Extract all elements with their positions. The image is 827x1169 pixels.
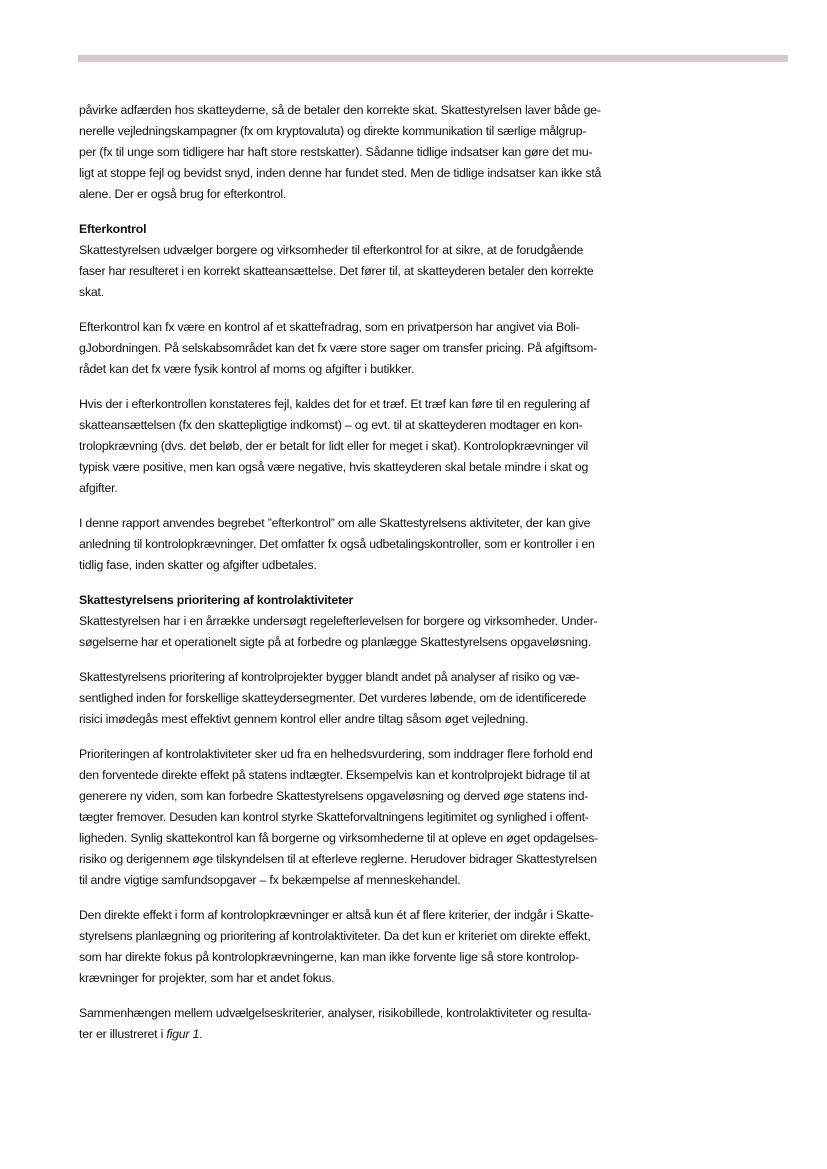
text-line: Skattestyrelsen udvælger borgere og virksomheder til efterkontrol for at sikre, at de forudgående: [79, 243, 584, 257]
text-line: tægter fremover. Desuden kan kontrol styrke Skatteforvaltningens legitimitet og synlighed i offent-: [79, 810, 589, 824]
text-line: søgelserne har et operationelt sigte på at forbedre og planlægge Skattestyrelsens opgaveløsning.: [79, 635, 591, 649]
text-line: Hvis der i efterkontrollen konstateres fejl, kaldes det for et træf. Et træf kan føre til en regulering af: [79, 397, 590, 411]
text-line: risiko og derigennem øge tilskyndelsen til at efterleve reglerne. Herudover bidrager Skattestyrelsen: [79, 852, 597, 866]
text-line: anledning til kontrolopkrævninger. Det omfatter fx også udbetalingskontroller, som er kontroller i en: [79, 537, 595, 551]
text-line: skat.: [79, 285, 104, 299]
text-line: krævninger for projekter, som har et andet fokus.: [79, 971, 335, 985]
text-line: faser har resulteret i en korrekt skatteansættelse. Det fører til, at skatteyderen betaler den korrekte: [79, 264, 594, 278]
paragraph: [79, 317, 614, 380]
section-heading: Efterkontrol: [79, 222, 147, 236]
text-line: trolopkrævning (dvs. det beløb, der er betalt for lidt eller for meget i skat). Kontrolopkrævninger vil: [79, 439, 589, 453]
closing-paragraph: [79, 1003, 614, 1045]
text-line: afgifter.: [79, 481, 118, 495]
text-line: [79, 1024, 614, 1045]
prioritering-section: [79, 590, 614, 653]
paragraph: [79, 513, 614, 576]
figure-reference: figur 1: [166, 1027, 200, 1041]
paragraph: [79, 394, 614, 499]
text-line: typisk være positive, men kan også være negative, hvis skatteyderen skal betale mindre i skat og: [79, 460, 589, 474]
text-line: den forventede direkte effekt på statens indtægter. Eksempelvis kan et kontrolprojekt bidrage til at: [79, 768, 590, 782]
text-line: risici imødegås mest effektivt gennem kontrol eller andre tiltag såsom øget vejledning.: [79, 712, 529, 726]
text-line: per (fx til unge som tidligere har haft store restskatter). Sådanne tidlige indsatser kan gøre det mu-: [79, 145, 593, 159]
text-line: Den direkte effekt i form af kontrolopkrævninger er altså kun ét af flere kriterier, der indgår i Skatte-: [79, 908, 594, 922]
intro-paragraph: [79, 100, 614, 205]
text-line: alene. Der er også brug for efterkontrol.: [79, 187, 287, 201]
text-line: gJobordningen. På selskabsområdet kan det fx være store sager om transfer pricing. På afgiftsom-: [79, 341, 598, 355]
text-fragment: .: [199, 1027, 203, 1041]
text-line: I denne rapport anvendes begrebet ”efterkontrol” om alle Skattestyrelsens aktiviteter, der kan give: [79, 516, 591, 530]
document-body: [79, 100, 614, 1059]
text-line: Skattestyrelsens prioritering af kontrolprojekter bygger blandt andet på analyser af risiko og væ-: [79, 670, 580, 684]
text-line: generere ny viden, som kan forbedre Skattestyrelsens opgaveløsning og derved øge statens ind-: [79, 789, 589, 803]
text-line: skatteansættelsen (fx den skattepligtige indkomst) – og evt. til at skatteyderen modtager en kon-: [79, 418, 583, 432]
efterkontrol-section: [79, 219, 614, 303]
paragraph: [79, 667, 614, 730]
text-line: Skattestyrelsen har i en årrække undersøgt regelefterlevelsen for borgere og virksomheder. Under-: [79, 614, 598, 628]
top-divider: [78, 55, 788, 62]
section-heading: Skattestyrelsens prioritering af kontrolaktiviteter: [79, 593, 354, 607]
text-line: sentlighed inden for forskellige skatteydersegmenter. Det vurderes løbende, om de identificerede: [79, 691, 587, 705]
text-line: ligt at stoppe fejl og bevidst snyd, inden denne har fundet sted. Men de tidlige indsatser kan ikke stå: [79, 166, 602, 180]
text-line: til andre vigtige samfundsopgaver – fx bekæmpelse af menneskehandel.: [79, 873, 461, 887]
text-line: tidlig fase, inden skatter og afgifter udbetales.: [79, 558, 317, 572]
text-fragment: ter er illustreret i: [79, 1027, 167, 1041]
text-line: Prioriteringen af kontrolaktiviteter sker ud fra en helhedsvurdering, som inddrager flere forhold end: [79, 747, 593, 761]
text-line: ligheden. Synlig skattekontrol kan få borgerne og virksomhederne til at opleve en øget opdagelses-: [79, 831, 599, 845]
text-line: nerelle vejledningskampagner (fx om kryptovaluta) og direkte kommunikation til særlige målgrup-: [79, 124, 587, 138]
paragraph: [79, 905, 614, 989]
text-line: rådet kan det fx være fysik kontrol af moms og afgifter i butikker.: [79, 362, 415, 376]
paragraph: [79, 744, 614, 891]
text-line: påvirke adfærden hos skatteyderne, så de betaler den korrekte skat. Skattestyrelsen laver både ge-: [79, 103, 601, 117]
text-line: som har direkte fokus på kontrolopkrævningerne, kan man ikke forvente lige så store kontrolop-: [79, 950, 579, 964]
text-line: styrelsens planlægning og prioritering af kontrolaktiviteter. Da det kun er kriteriet om direkte effekt,: [79, 929, 591, 943]
text-line: Sammenhængen mellem udvælgelseskriterier, analyser, risikobillede, kontrolaktiviteter og resulta-: [79, 1006, 592, 1020]
text-line: Efterkontrol kan fx være en kontrol af et skattefradrag, som en privatperson har angivet via Boli-: [79, 320, 580, 334]
